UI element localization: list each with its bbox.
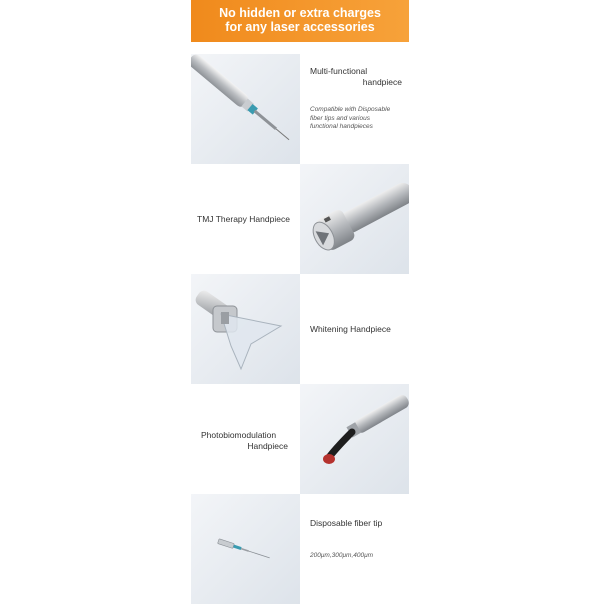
tmj-handpiece-icon: [300, 164, 409, 274]
title-line-2: Handpiece: [247, 441, 288, 451]
photobiomodulation-handpiece-icon: [300, 384, 409, 494]
fiber-tip-sizes: 200μm,300μm,400μm: [310, 552, 374, 559]
pen-handpiece-icon: [191, 54, 300, 164]
subtitle-line-3: functional handpieces: [310, 123, 373, 130]
whitening-handpiece-image: [191, 274, 300, 384]
subtitle-line-2: fiber tips and various: [310, 114, 370, 122]
banner-text: [191, 6, 409, 34]
product-row-whitening: [191, 274, 409, 384]
photobiomodulation-handpiece-title: [201, 430, 297, 452]
product-row-photobiomodulation: [191, 384, 409, 494]
tmj-handpiece-info: [191, 164, 300, 274]
fiber-tip-icon: [191, 494, 300, 604]
title-line-2: handpiece: [362, 77, 402, 87]
promo-banner: [191, 0, 409, 42]
multifunctional-handpiece-info: [300, 54, 409, 164]
product-row-tmj: [191, 164, 409, 274]
tmj-handpiece-image: [300, 164, 409, 274]
subtitle-line-1: Compatible with Disposable: [310, 106, 391, 113]
whitening-handpiece-icon: [191, 274, 300, 384]
whitening-handpiece-info: [300, 274, 409, 384]
banner-line-2: for any laser accessories: [225, 20, 375, 34]
photobiomodulation-handpiece-info: [191, 384, 300, 494]
photobiomodulation-handpiece-image: [300, 384, 409, 494]
multifunctional-handpiece-title: [310, 66, 402, 88]
whitening-handpiece-title: Whitening Handpiece: [310, 324, 391, 334]
multifunctional-handpiece-image: [191, 54, 300, 164]
banner-line-1: No hidden or extra charges: [219, 6, 381, 20]
fiber-tip-title: Disposable fiber tip: [310, 518, 383, 528]
multifunctional-handpiece-subtitle: [310, 106, 406, 132]
tmj-handpiece-title: TMJ Therapy Handpiece: [197, 214, 290, 224]
fiber-tip-info: [300, 494, 409, 604]
product-row-multifunctional: [191, 54, 409, 164]
fiber-tip-image: [191, 494, 300, 604]
product-row-fiber-tip: [191, 494, 409, 604]
title-line-1: Photobiomodulation: [201, 430, 277, 440]
title-line-1: Multi-functional: [310, 66, 368, 76]
